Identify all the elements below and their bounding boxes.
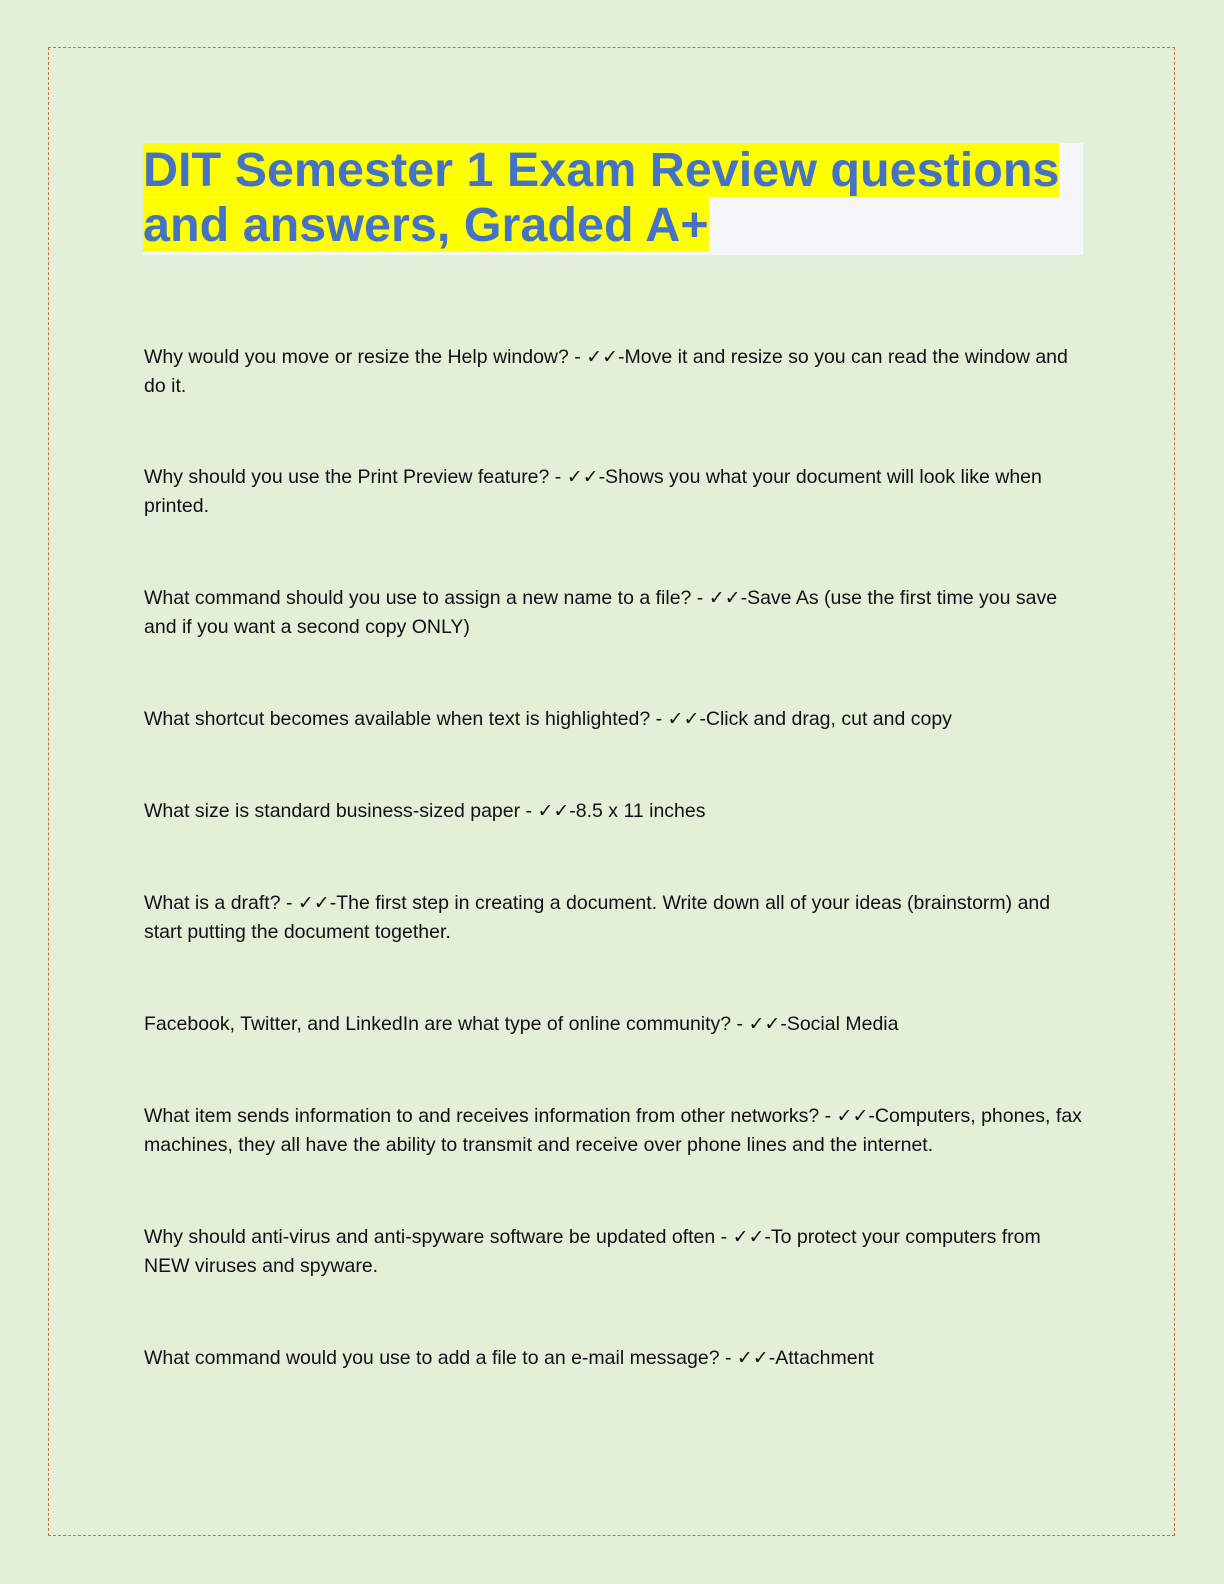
double-check-icon: ✓✓	[537, 800, 570, 822]
qa-item-10	[144, 1344, 1089, 1373]
answer-text: -Click and drag, cut and copy	[699, 708, 952, 730]
answer-text: -Computers, phones, fax machines, they all have the ability to transmit and receive over phone lines and the internet.	[144, 1105, 1082, 1156]
title-line-2: and answers, Graded A+	[143, 198, 709, 252]
answer-text: -Social Media	[780, 1013, 899, 1035]
qa-item-5	[144, 797, 1089, 826]
question-text: What shortcut becomes available when text is highlighted? -	[144, 708, 668, 730]
double-check-icon: ✓✓	[708, 587, 741, 609]
answer-text: -8.5 x 11 inches	[569, 800, 706, 822]
answer-text: -Attachment	[768, 1347, 874, 1369]
qa-item-4	[144, 705, 1089, 734]
qa-item-8	[144, 1102, 1089, 1160]
question-text: What command would you use to add a file to an e-mail message? -	[144, 1347, 737, 1369]
page-border	[48, 47, 1175, 1536]
question-text: Why should anti-virus and anti-spyware software be updated often -	[144, 1226, 733, 1248]
answer-text: -To protect your computers from NEW viruses and spyware.	[144, 1226, 1041, 1277]
double-check-icon: ✓✓	[736, 1347, 769, 1369]
question-text: What size is standard business-sized paper -	[144, 800, 538, 822]
question-text: Facebook, Twitter, and LinkedIn are what type of online community? -	[144, 1013, 749, 1035]
document-title	[143, 143, 1083, 253]
title-block	[143, 143, 1083, 255]
qa-item-7	[144, 1010, 1089, 1039]
double-check-icon: ✓✓	[748, 1013, 781, 1035]
double-check-icon: ✓✓	[586, 346, 619, 368]
qa-item-3	[144, 584, 1089, 642]
answer-text: -Move it and resize so you can read the window and do it.	[144, 346, 1068, 397]
title-line-1: DIT Semester 1 Exam Review questions	[143, 143, 1060, 197]
question-text: What item sends information to and receives information from other networks? -	[144, 1105, 837, 1127]
question-text: What command should you use to assign a new name to a file? -	[144, 587, 709, 609]
qa-item-1	[144, 343, 1089, 401]
answer-text: -Shows you what your document will look like when printed.	[144, 466, 1042, 517]
answer-text: -The first step in creating a document. Write down all of your ideas (brainstorm) and start putting the document together.	[144, 892, 1051, 943]
qa-item-2	[144, 463, 1089, 521]
qa-item-9	[144, 1223, 1089, 1281]
double-check-icon: ✓✓	[836, 1105, 869, 1127]
qa-item-6	[144, 889, 1089, 947]
double-check-icon: ✓✓	[667, 708, 700, 730]
question-text: Why would you move or resize the Help window? -	[144, 346, 587, 368]
answer-text: -Save As (use the first time you save and if you want a second copy ONLY)	[144, 587, 1058, 638]
question-text: Why should you use the Print Preview feature? -	[144, 466, 567, 488]
double-check-icon: ✓✓	[732, 1226, 765, 1248]
double-check-icon: ✓✓	[297, 892, 330, 914]
question-text: What is a draft? -	[144, 892, 298, 914]
double-check-icon: ✓✓	[566, 466, 599, 488]
